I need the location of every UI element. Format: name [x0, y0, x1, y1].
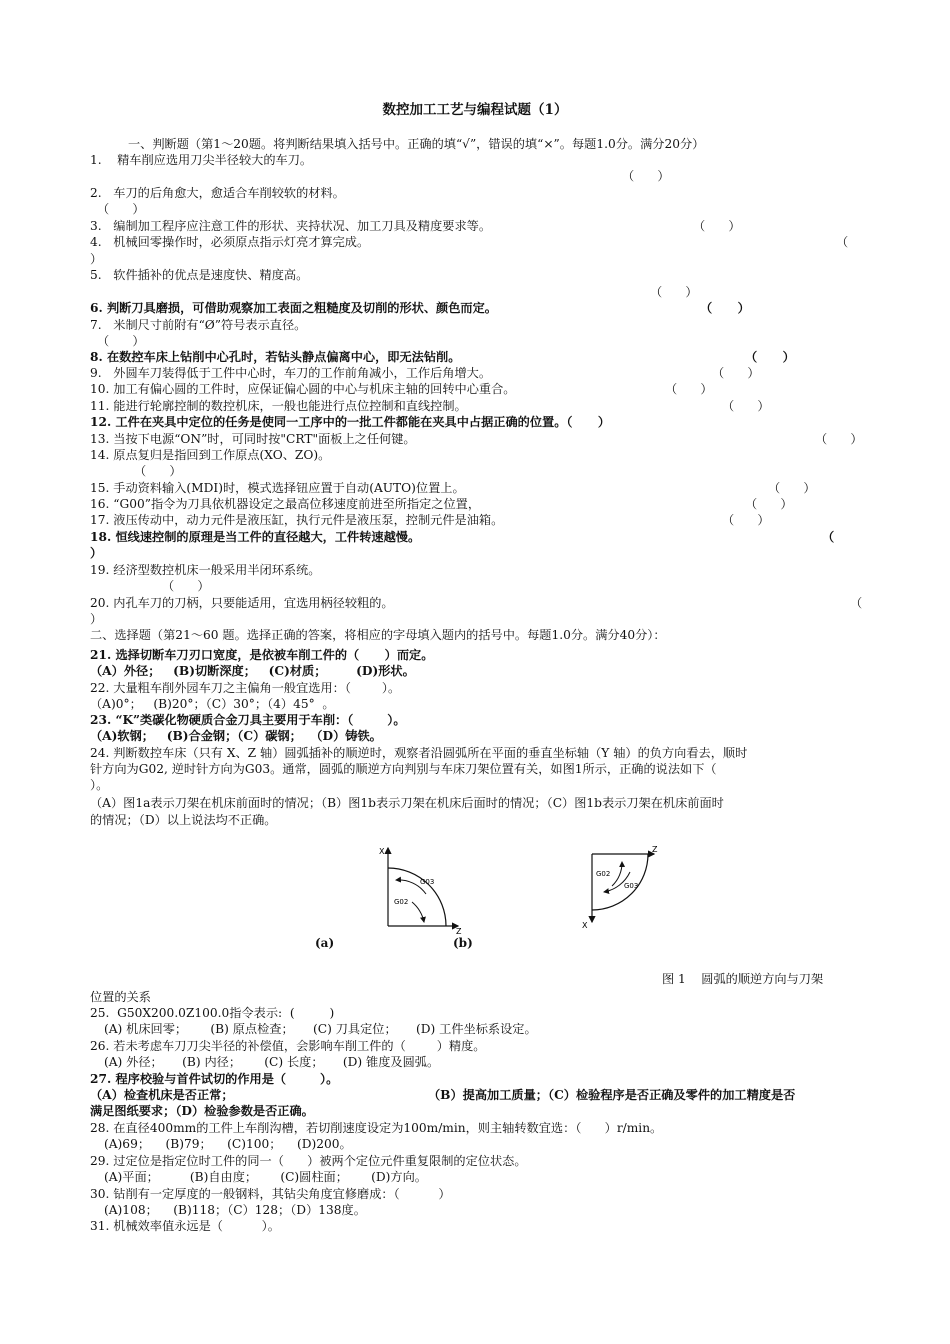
text-line: 3. 编制加工程序应注意工件的形状、夹持状况、加工刀具及精度要求等。: [90, 219, 492, 233]
figure-1a-x-label: X: [379, 847, 385, 856]
text-line: （: [836, 235, 849, 249]
text-line: （ ）: [768, 481, 816, 495]
text-line: 23. “K”类碳化物硬质合金刀具主要用于车削：（ ）。: [90, 713, 406, 727]
text-line: （ ）: [745, 497, 793, 511]
text-line: 满足图纸要求；（D）检验参数是否正确。: [90, 1104, 314, 1118]
text-line: 19. 经济型数控机床一般采用半闭环系统。: [90, 563, 321, 577]
text-line: (A) 机床回零； (B) 原点检查； (C) 刀具定位； (D) 工件坐标系设定。: [104, 1022, 537, 1036]
text-line: （ ）: [815, 432, 863, 446]
text-line: （ ）: [134, 464, 182, 478]
text-line: 9. 外圆车刀装得低于工件中心时，车刀的工作前角减小，工作后角增大。: [90, 366, 492, 380]
figure-1a-outer-arc: [388, 868, 446, 926]
figure-1a-g02-label: G02: [394, 898, 409, 906]
text-line: 5. 软件插补的优点是速度快、精度高。: [90, 268, 309, 282]
text-line: 17. 液压传动中，动力元件是液压缸，执行元件是液压泵，控制元件是油箱。: [90, 513, 504, 527]
text-line: 26. 若未考虑车刀刀尖半径的补偿值，会影响车削工件的（ ）精度。: [90, 1039, 486, 1053]
text-line: 28. 在直径400mm的工件上车削沟槽，若切削速度设定为100m/min，则主轴转数宜选：（ ）r/min。: [90, 1121, 663, 1135]
text-line: （ ）: [97, 334, 145, 348]
text-line: （ ）: [665, 382, 713, 396]
figure-1b-g02-arrow: [612, 862, 622, 886]
text-line: (A)平面； (B)自由度； (C)圆柱面； (D)方向。: [104, 1170, 427, 1184]
figure-1b-x-label: X: [582, 921, 588, 930]
text-line: （ ）: [97, 202, 145, 216]
text-line: 针方向为G02, 逆时针方向为G03。通常，圆弧的顺逆方向判别与车床刀架位置有关，如图1所示，正确的说法如下（: [90, 762, 717, 776]
text-line: （ ）: [162, 579, 210, 593]
text-line: 24. 判断数控车床（只有 X、Z 轴）圆弧插补的顺逆时，观察者沿圆弧所在平面的垂直坐标轴（Y 轴）的负方向看去，顺时: [90, 746, 748, 760]
text-line: 16. “G00”指令为刀具依机器设定之最高位移速度前进至所指定之位置，: [90, 497, 481, 511]
figure-1b-caption: (b): [453, 936, 473, 950]
text-line: (A)108； (B)118；（C）128；（D）138度。: [104, 1203, 366, 1217]
text-line: （ ）: [722, 513, 770, 527]
figure-1b: [576, 842, 666, 932]
text-line: 25. G50X200.0Z100.0指令表示: ( ): [90, 1006, 335, 1020]
figure-1b-z-label: Z: [652, 845, 658, 854]
text-line: (A)69； (B)79； (C)100； (D)200。: [104, 1137, 352, 1151]
figure-1b-outer-arc: [592, 854, 648, 910]
text-line: 8. 在数控车床上钻削中心孔时，若钻头静点偏离中心，即无法钻削。: [90, 350, 461, 364]
text-line: 18. 恒线速控制的原理是当工件的直径越大，工件转速越慢。: [90, 530, 421, 544]
figure-1a-z-label: Z: [456, 927, 462, 934]
figure-1b-g03-label: G03: [624, 882, 639, 890]
text-line: ）。: [90, 778, 109, 792]
text-line: 二、选择题（第21～60 题。选择正确的答案，将相应的字母填入题内的括号中。每题1.0分。满分40分）：: [90, 628, 666, 642]
text-line: （A)软钢； (B)合金钢；（C）碳钢； （D）铸铁。: [90, 729, 382, 743]
text-line: （ ）: [712, 366, 760, 380]
text-line: 21. 选择切断车刀刃口宽度，是依被车削工件的（ ）而定。: [90, 648, 434, 662]
text-line: 12. 工件在夹具中定位的任务是使同一工序中的一批工件都能在夹具中占据正确的位置。（ ）: [90, 415, 611, 429]
text-line: ）: [90, 252, 103, 266]
figure-1a: [374, 842, 474, 934]
text-line: 31. 机械效率值永远是（ ）。: [90, 1219, 280, 1233]
text-line: （A)0°； (B)20°；（C）30°；（4）45° 。: [90, 697, 335, 711]
text-line: （ ）: [650, 285, 698, 299]
text-line: 11. 能进行轮廓控制的数控机床，一般也能进行点位控制和直线控制。: [90, 399, 467, 413]
text-line: （B）提高加工质量；（C）检验程序是否正确及零件的加工精度是否: [428, 1088, 796, 1102]
figure-1a-caption: (a): [315, 936, 335, 950]
text-line: ）: [90, 612, 103, 626]
text-line: 1. 精车削应选用刀尖半径较大的车刀。: [90, 153, 313, 167]
text-line: 29. 过定位是指定位时工件的同一（ ）被两个定位元件重复限制的定位状态。: [90, 1154, 527, 1168]
text-line: （ ）: [745, 350, 795, 364]
text-line: 一、判断题（第1～20题。将判断结果填入括号中。正确的填“√”，错误的填“×”。每题1.0分。满分20分）: [128, 137, 705, 151]
text-line: （ ）: [622, 169, 670, 183]
figure-1b-g02-label: G02: [596, 870, 611, 878]
figure-1a-g02-arrow: [412, 902, 424, 922]
text-line: （ ）: [693, 219, 741, 233]
text-line: 10. 加工有偏心圆的工件时，应保证偏心圆的中心与机床主轴的回转中心重合。: [90, 382, 516, 396]
text-line: 6. 判断刀具磨损，可借助观察加工表面之粗糙度及切削的形状、颜色而定。: [90, 301, 497, 315]
text-line: 22. 大量粗车削外园车刀之主偏角一般宜选用：（ ）。: [90, 681, 401, 695]
text-line: （: [822, 530, 835, 544]
text-line: 20. 内孔车刀的刀柄，只要能适用，宜选用柄径较粗的。: [90, 596, 394, 610]
text-line: 30. 钻削有一定厚度的一般钢料，其钻尖角度宜修磨成：（ ）: [90, 1187, 451, 1201]
text-line: 4. 机械回零操作时，必须原点指示灯亮才算完成。: [90, 235, 370, 249]
text-line: 27. 程序校验与首件试切的作用是（ ）。: [90, 1072, 339, 1086]
text-line: (A) 外径； (B) 内径； (C) 长度； (D) 锥度及圆弧。: [104, 1055, 440, 1069]
text-line: 的情况；（D）以上说法均不正确。: [90, 813, 277, 827]
text-line: （A）外径； (B)切断深度； (C)材质； (D)形状。: [90, 664, 415, 678]
text-line: 7. 米制尺寸前附有“Ø”符号表示直径。: [90, 318, 307, 332]
figure-1a-g03-label: G03: [420, 878, 435, 886]
text-line: 位置的关系: [90, 990, 151, 1004]
text-line: ）: [90, 546, 103, 560]
text-line: （ ）: [700, 301, 750, 315]
text-line: 13. 当按下电源“ON”时，可同时按"CRT"面板上之任何键。: [90, 432, 416, 446]
text-line: （ ）: [722, 399, 770, 413]
text-line: 2. 车刀的后角愈大，愈适合车削较软的材料。: [90, 186, 345, 200]
text-line: （A）检查机床是否正常；: [90, 1088, 234, 1102]
text-line: （: [850, 596, 863, 610]
text-line: 15. 手动资料输入(MDI)时，模式选择钮应置于自动(AUTO)位置上。: [90, 481, 465, 495]
text-line: （A）图1a表示刀架在机床前面时的情况；（B）图1b表示刀架在机床后面时的情况；（C）图1b表示刀架在机床前面时: [90, 796, 724, 810]
page-title: 数控加工工艺与编程试题（1）: [382, 102, 568, 118]
text-line: 图 1 圆弧的顺逆方向与刀架: [662, 972, 824, 986]
text-line: 14. 原点复归是指回到工作原点(XO、ZO)。: [90, 448, 331, 462]
